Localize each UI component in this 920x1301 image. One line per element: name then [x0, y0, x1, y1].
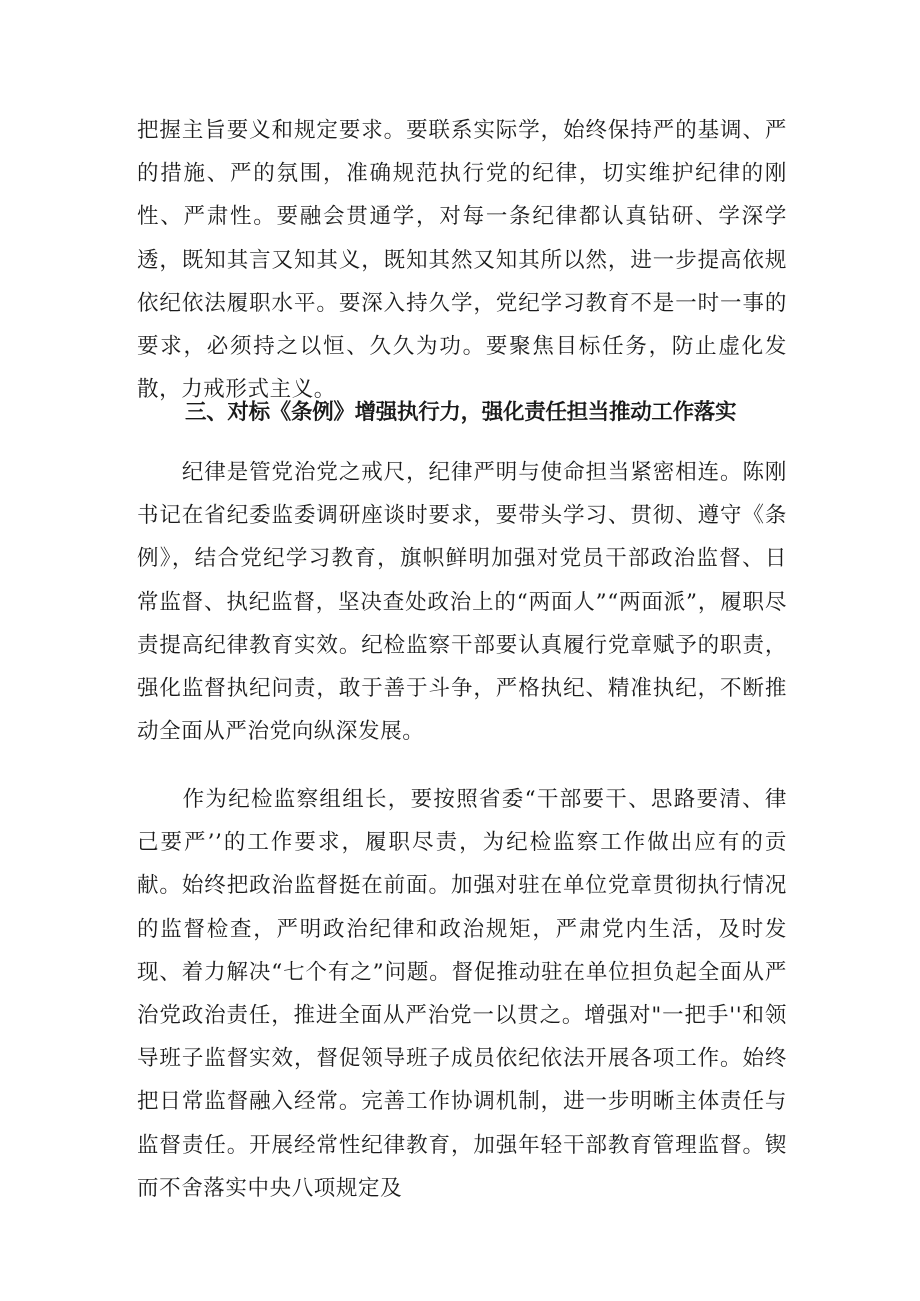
section-heading: 三、对标《条例》增强执行力，强化责任担当推动工作落实 — [185, 400, 737, 425]
body-paragraph-3: 作为纪检监察组组长，要按照省委“干部要干、思路要清、律己要严’’的工作要求，履职尽责，为纪检监察工作做出应有的贡献。始终把政治监督挺在前面。加强对驻在单位党章贯彻执行情况的监督检查，严明政治纪律和政治规矩，严肃党内生活，及时发现、着力解决“七个有之”问题。督促推动驻在单位担负起全面从严治党政治责任，推进全面从严治党一以贯之。增强对"一把手''和领导班子监督实效，督促领导班子成员依纪依法开展各项工作。始终把日常监督融入经常。完善工作协调机制，进一步明晰主体责任与监督责任。开展经常性纪律教育，加强年轻干部教育管理监督。锲而不舍落实中央八项规定及 — [137, 787, 787, 1201]
body-paragraph-1: 把握主旨要义和规定要求。要联系实际学，始终保持严的基调、严的措施、严的氛围，准确规范执行党的纪律，切实维护纪律的刚性、严肃性。要融会贯通学，对每一条纪律都认真钻研、学深学透，既知其言又知其义，既知其然又知其所以然，进一步提高依规依纪依法履职水平。要深入持久学，党纪学习教育不是一时一事的要求，必须持之以恒、久久为功。要聚焦目标任务，防止虚化发散，力戒形式主义。 — [137, 118, 787, 403]
body-paragraph-2: 纪律是管党治党之戒尺，纪律严明与使命担当紧密相连。陈刚书记在省纪委监委调研座谈时要求，要带头学习、贯彻、遵守《条例》，结合党纪学习教育，旗帜鲜明加强对党员干部政治监督、日常监督、执纪监督，坚决查处政治上的“两面人”“两面派”，履职尽责提高纪律教育实效。纪检监察干部要认真履行党章赋予的职责，强化监督执纪问责，敢于善于斗争，严格执纪、精准执纪，不断推动全面从严治党向纵深发展。 — [137, 460, 787, 745]
